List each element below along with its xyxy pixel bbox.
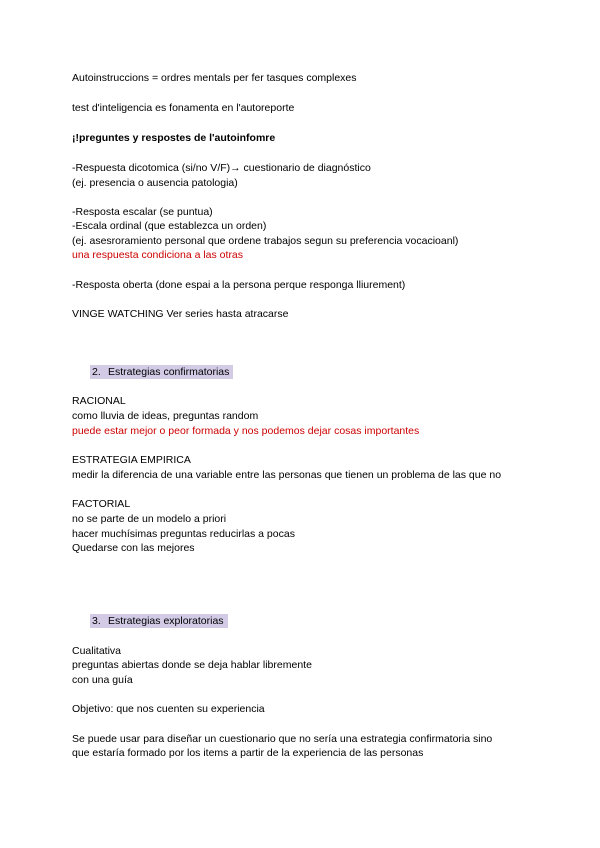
highlighted-note: una respuesta condiciona a las otras bbox=[72, 249, 244, 261]
text-line: medir la diferencia de una variable entre las personas que tienen un problema de las que no bbox=[72, 469, 502, 481]
text-line: como lluvia de ideas, preguntas random bbox=[72, 410, 259, 422]
text-line: VINGE WATCHING Ver series hasta atracarse bbox=[72, 308, 289, 320]
heading-title: Estrategias confirmatorias bbox=[108, 366, 230, 378]
text-line: -Respuesta dicotomica (si/no V/F)→ cuestionario de diagnóstico bbox=[72, 162, 371, 174]
text-line: que estaría formado por los items a partir de la experiencia de las personas bbox=[72, 747, 424, 759]
text-line: (ej. asesroramiento personal que ordene trabajos segun su preferencia vocacioanl) bbox=[72, 235, 459, 247]
subsection-label: FACTORIAL bbox=[72, 498, 131, 510]
text-line: (ej. presencia o ausencia patologia) bbox=[72, 177, 238, 189]
heading-number: 3. bbox=[92, 615, 101, 627]
text-line: Autoinstruccions = ordres mentals per fer tasques complexes bbox=[72, 72, 357, 84]
text-line: Objetivo: que nos cuenten su experiencia bbox=[72, 703, 265, 715]
subsection-label: ESTRATEGIA EMPIRICA bbox=[72, 454, 191, 466]
heading-highlight bbox=[90, 365, 233, 379]
text-line: no se parte de un modelo a priori bbox=[72, 513, 227, 525]
text-line: con una guía bbox=[72, 674, 133, 686]
text-line: -Escala ordinal (que establezca un orden) bbox=[72, 220, 267, 232]
heading-estrategias-confirmatorias bbox=[90, 365, 233, 380]
text-line: Quedarse con las mejores bbox=[72, 542, 195, 554]
highlighted-note: puede estar mejor o peor formada y nos podemos dejar cosas importantes bbox=[72, 425, 420, 437]
subsection-label: RACIONAL bbox=[72, 395, 126, 407]
text-line: Se puede usar para diseñar un cuestionario que no sería una estrategia confirmatoria sino bbox=[72, 733, 493, 745]
heading-number: 2. bbox=[92, 366, 101, 378]
heading-title: Estrategias exploratorias bbox=[108, 615, 224, 627]
section-title: ¡!preguntes y respostes de l'autoinfomre bbox=[72, 132, 276, 144]
text-line: preguntas abiertas donde se deja hablar libremente bbox=[72, 659, 312, 671]
text-line: -Resposta oberta (done espai a la persona perque responga lliurement) bbox=[72, 279, 406, 291]
heading-highlight bbox=[90, 614, 228, 628]
subsection-label: Cualitativa bbox=[72, 645, 122, 657]
text-line: test d'inteligencia es fonamenta en l'autoreporte bbox=[72, 102, 295, 114]
heading-estrategias-exploratorias bbox=[90, 614, 228, 629]
text-line: hacer muchísimas preguntas reducirlas a pocas bbox=[72, 528, 295, 540]
text-line: -Resposta escalar (se puntua) bbox=[72, 206, 213, 218]
